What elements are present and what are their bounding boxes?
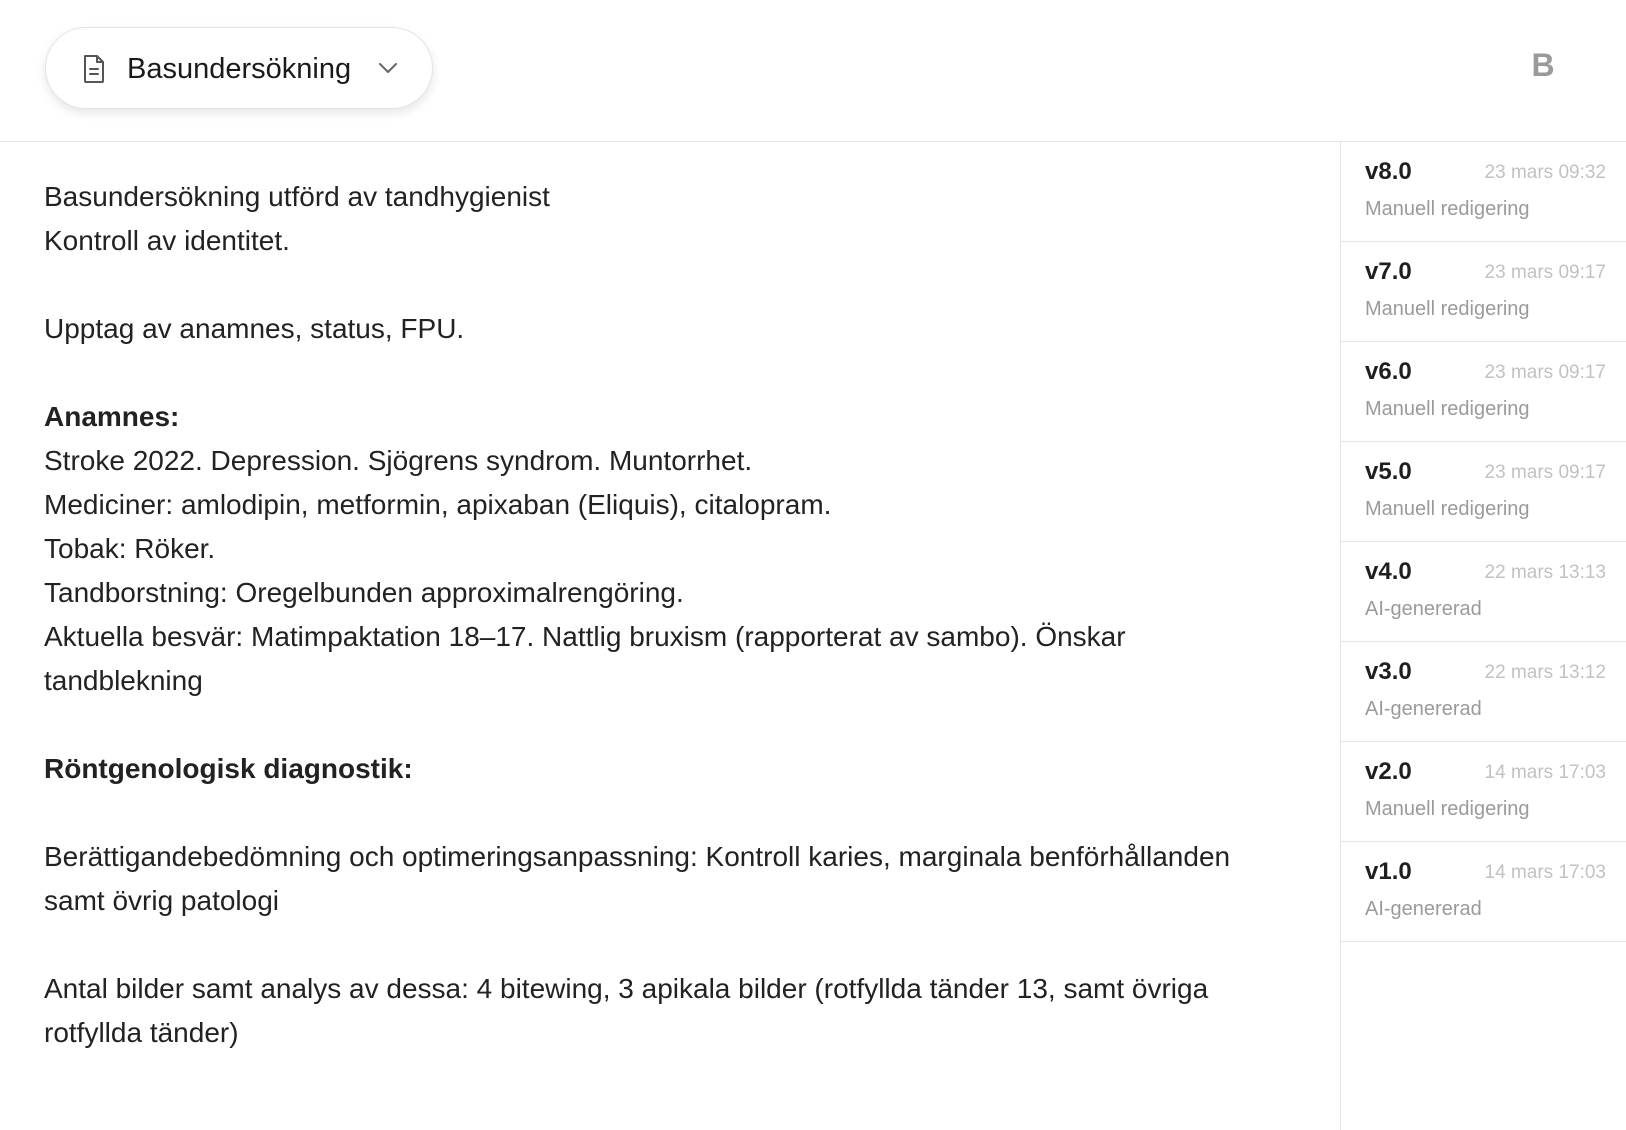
version-number: v3.0 <box>1365 658 1412 685</box>
note-line: Kontroll av identitet. <box>44 225 290 256</box>
version-timestamp: 23 mars 09:32 <box>1484 162 1606 183</box>
version-item-v1[interactable] <box>1341 842 1626 942</box>
note-line: Basundersökning utförd av tandhygienist <box>44 181 550 212</box>
section-heading-anamnes: Anamnes: <box>44 401 180 432</box>
version-timestamp: 23 mars 09:17 <box>1484 462 1606 483</box>
version-number: v8.0 <box>1365 158 1412 185</box>
version-item-v2[interactable] <box>1341 742 1626 842</box>
note-line: Upptag av anamnes, status, FPU. <box>44 313 465 344</box>
version-type: Manuell redigering <box>1365 198 1530 220</box>
version-number: v7.0 <box>1365 258 1412 285</box>
section-heading-rontgen: Röntgenologisk diagnostik: <box>44 753 413 784</box>
note-line: samt övrig patologi <box>44 885 280 916</box>
version-type: Manuell redigering <box>1365 398 1530 420</box>
note-line: rotfyllda tänder) <box>44 1017 239 1048</box>
version-number: v5.0 <box>1365 458 1412 485</box>
version-timestamp: 22 mars 13:13 <box>1484 562 1606 583</box>
version-number: v1.0 <box>1365 858 1412 885</box>
journal-note-content[interactable] <box>0 143 1340 1130</box>
note-line: tandblekning <box>44 665 203 696</box>
document-icon <box>82 54 106 84</box>
version-timestamp: 14 mars 17:03 <box>1484 862 1606 883</box>
document-template-dropdown[interactable] <box>45 27 433 109</box>
version-timestamp: 23 mars 09:17 <box>1484 362 1606 383</box>
version-timestamp: 23 mars 09:17 <box>1484 262 1606 283</box>
version-history-panel <box>1340 142 1626 1130</box>
version-timestamp: 14 mars 17:03 <box>1484 762 1606 783</box>
note-line: Mediciner: amlodipin, metformin, apixaban (Eliquis), citalopram. <box>44 489 832 520</box>
version-number: v2.0 <box>1365 758 1412 785</box>
version-type: Manuell redigering <box>1365 298 1530 320</box>
version-item-v8[interactable] <box>1341 142 1626 242</box>
chevron-down-icon <box>376 58 400 78</box>
version-item-v5[interactable] <box>1341 442 1626 542</box>
version-type: AI-genererad <box>1365 698 1482 720</box>
header <box>0 0 1626 142</box>
document-title: Basundersökning <box>127 53 352 85</box>
note-line: Stroke 2022. Depression. Sjögrens syndrom. Muntorrhet. <box>44 445 753 476</box>
version-type: AI-genererad <box>1365 598 1482 620</box>
user-avatar[interactable]: B <box>1531 46 1555 83</box>
note-line: Tandborstning: Oregelbunden approximalrengöring. <box>44 577 684 608</box>
note-line: Berättigandebedömning och optimeringsanpassning: Kontroll karies, marginala benförhållanden <box>44 841 1231 872</box>
note-line: Aktuella besvär: Matimpaktation 18–17. Nattlig bruxism (rapporterat av sambo). Önskar <box>44 621 1126 652</box>
version-timestamp: 22 mars 13:12 <box>1484 662 1606 683</box>
version-type: Manuell redigering <box>1365 498 1530 520</box>
version-item-v4[interactable] <box>1341 542 1626 642</box>
note-line: Antal bilder samt analys av dessa: 4 bitewing, 3 apikala bilder (rotfyllda tänder 13, samt övriga <box>44 973 1209 1004</box>
version-item-v3[interactable] <box>1341 642 1626 742</box>
version-type: AI-genererad <box>1365 898 1482 920</box>
version-number: v6.0 <box>1365 358 1412 385</box>
version-item-v7[interactable] <box>1341 242 1626 342</box>
note-line: Tobak: Röker. <box>44 533 216 564</box>
version-number: v4.0 <box>1365 558 1412 585</box>
version-item-v6[interactable] <box>1341 342 1626 442</box>
version-type: Manuell redigering <box>1365 798 1530 820</box>
